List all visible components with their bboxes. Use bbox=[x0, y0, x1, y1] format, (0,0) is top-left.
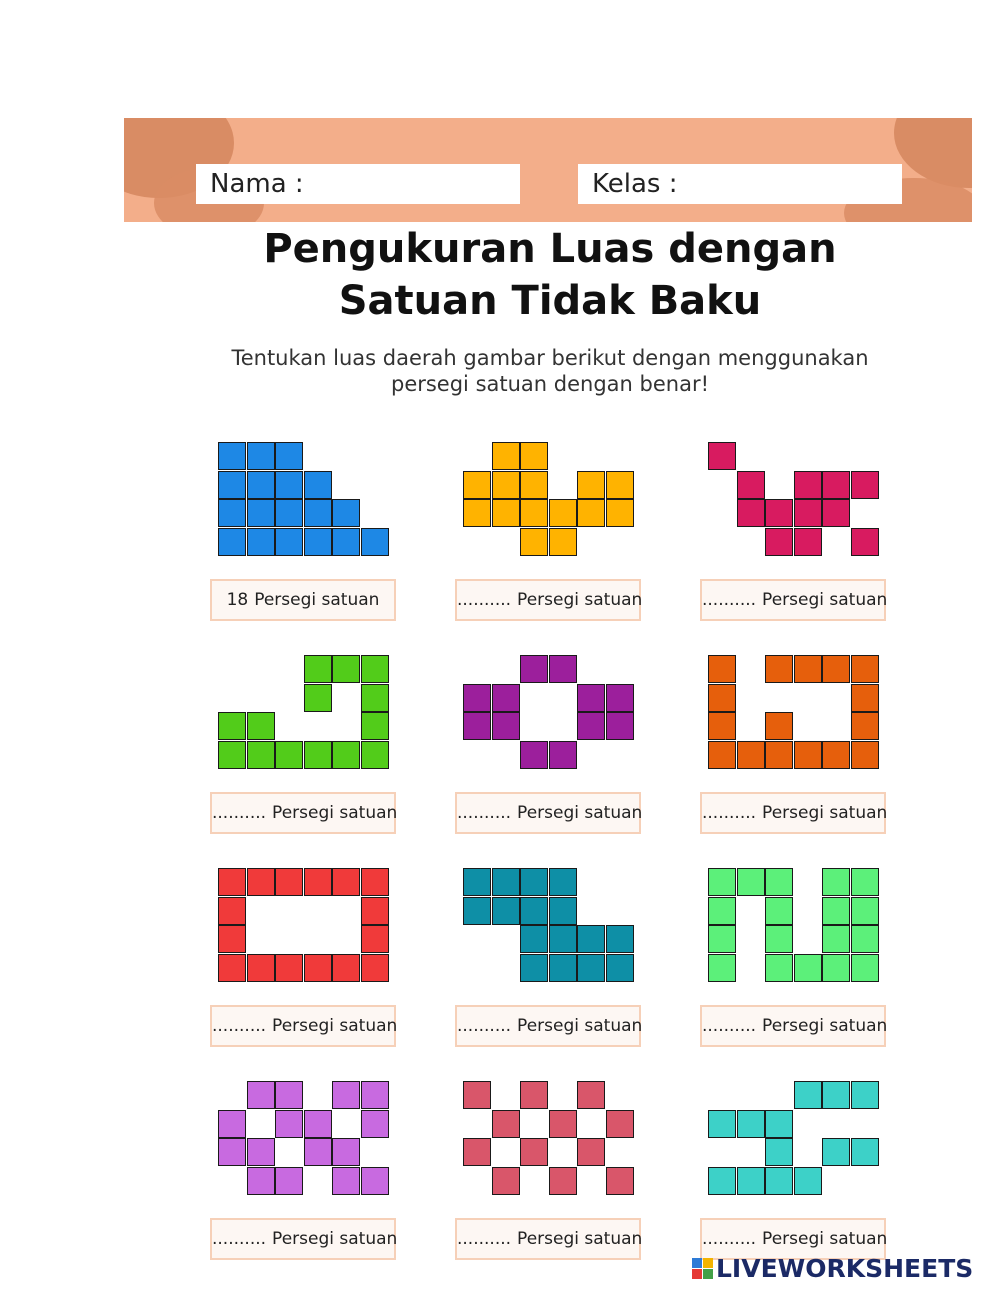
answer-box-1[interactable] bbox=[210, 579, 396, 621]
unit-square bbox=[463, 1081, 491, 1109]
unit-square bbox=[520, 868, 548, 896]
unit-square bbox=[218, 925, 246, 953]
unit-square bbox=[737, 471, 765, 499]
unit-square bbox=[851, 1138, 879, 1166]
unit-square bbox=[218, 741, 246, 769]
unit-square bbox=[492, 1110, 520, 1138]
unit-square bbox=[332, 954, 360, 982]
unit-square bbox=[520, 925, 548, 953]
unit-square bbox=[606, 712, 634, 740]
unit-square bbox=[520, 741, 548, 769]
unit-square bbox=[851, 712, 879, 740]
unit-square bbox=[822, 1081, 850, 1109]
answer-value[interactable]: .......... bbox=[702, 803, 757, 823]
answer-box-10[interactable] bbox=[210, 1218, 396, 1260]
unit-square bbox=[577, 954, 605, 982]
answer-box-6[interactable] bbox=[700, 792, 886, 834]
unit-square bbox=[218, 1110, 246, 1138]
unit-square bbox=[765, 712, 793, 740]
unit-square bbox=[822, 1138, 850, 1166]
unit-square bbox=[463, 471, 491, 499]
unit-square bbox=[851, 684, 879, 712]
unit-square bbox=[463, 499, 491, 527]
unit-square bbox=[765, 1167, 793, 1195]
liveworksheets-mark-icon bbox=[692, 1258, 714, 1280]
unit-label: Persegi satuan bbox=[517, 590, 643, 610]
unit-square bbox=[737, 1110, 765, 1138]
unit-square bbox=[304, 741, 332, 769]
unit-square bbox=[708, 1167, 736, 1195]
unit-square bbox=[549, 954, 577, 982]
unit-square bbox=[247, 954, 275, 982]
unit-square bbox=[520, 471, 548, 499]
unit-square bbox=[304, 1138, 332, 1166]
unit-square bbox=[361, 528, 389, 556]
unit-square bbox=[765, 954, 793, 982]
unit-square bbox=[304, 1110, 332, 1138]
name-label: Nama : bbox=[210, 169, 304, 199]
unit-label: Persegi satuan bbox=[517, 803, 643, 823]
answer-value[interactable]: .......... bbox=[212, 1016, 267, 1036]
answer-value[interactable]: .......... bbox=[702, 590, 757, 610]
unit-square bbox=[492, 684, 520, 712]
unit-square bbox=[708, 442, 736, 470]
unit-square bbox=[247, 528, 275, 556]
unit-square bbox=[463, 897, 491, 925]
unit-square bbox=[822, 655, 850, 683]
unit-square bbox=[708, 954, 736, 982]
unit-square bbox=[275, 1167, 303, 1195]
answer-value[interactable]: .......... bbox=[457, 803, 512, 823]
unit-square bbox=[549, 528, 577, 556]
answer-box-4[interactable] bbox=[210, 792, 396, 834]
unit-square bbox=[247, 712, 275, 740]
logo-text: LIVEWORKSHEETS bbox=[716, 1254, 974, 1283]
unit-square bbox=[765, 741, 793, 769]
unit-square bbox=[737, 499, 765, 527]
unit-square bbox=[361, 897, 389, 925]
unit-square bbox=[520, 1138, 548, 1166]
unit-square bbox=[794, 954, 822, 982]
unit-square bbox=[332, 741, 360, 769]
unit-label: Persegi satuan bbox=[272, 803, 398, 823]
unit-square bbox=[549, 1110, 577, 1138]
unit-square bbox=[765, 1138, 793, 1166]
unit-square bbox=[708, 684, 736, 712]
answer-box-3[interactable] bbox=[700, 579, 886, 621]
unit-square bbox=[247, 442, 275, 470]
unit-square bbox=[332, 528, 360, 556]
unit-square bbox=[577, 471, 605, 499]
answer-box-9[interactable] bbox=[700, 1005, 886, 1047]
unit-square bbox=[492, 897, 520, 925]
page-title-line1: Pengukuran Luas dengan bbox=[263, 226, 837, 272]
unit-square bbox=[304, 471, 332, 499]
unit-square bbox=[275, 1081, 303, 1109]
unit-label: Persegi satuan bbox=[762, 1229, 888, 1249]
unit-square bbox=[737, 741, 765, 769]
unit-square bbox=[549, 499, 577, 527]
unit-square bbox=[520, 442, 548, 470]
unit-square bbox=[361, 684, 389, 712]
unit-square bbox=[794, 528, 822, 556]
unit-square bbox=[492, 1167, 520, 1195]
unit-square bbox=[765, 499, 793, 527]
unit-square bbox=[361, 712, 389, 740]
unit-square bbox=[765, 925, 793, 953]
answer-value[interactable]: .......... bbox=[212, 1229, 267, 1249]
unit-square bbox=[361, 925, 389, 953]
answer-value[interactable]: .......... bbox=[702, 1229, 757, 1249]
unit-square bbox=[577, 499, 605, 527]
unit-square bbox=[549, 655, 577, 683]
unit-square bbox=[606, 499, 634, 527]
unit-square bbox=[275, 741, 303, 769]
unit-square bbox=[708, 712, 736, 740]
unit-square bbox=[332, 1167, 360, 1195]
unit-square bbox=[218, 1138, 246, 1166]
unit-label: Persegi satuan bbox=[254, 590, 380, 610]
answer-box-7[interactable] bbox=[210, 1005, 396, 1047]
unit-square bbox=[765, 528, 793, 556]
answer-value[interactable]: .......... bbox=[457, 1229, 512, 1249]
unit-square bbox=[549, 868, 577, 896]
unit-square bbox=[361, 1110, 389, 1138]
unit-square bbox=[304, 868, 332, 896]
answer-box-11[interactable] bbox=[455, 1218, 641, 1260]
unit-square bbox=[218, 499, 246, 527]
unit-square bbox=[794, 471, 822, 499]
unit-square bbox=[708, 1110, 736, 1138]
unit-square bbox=[247, 1081, 275, 1109]
unit-square bbox=[851, 897, 879, 925]
unit-square bbox=[275, 499, 303, 527]
unit-square bbox=[361, 868, 389, 896]
unit-square bbox=[218, 528, 246, 556]
unit-label: Persegi satuan bbox=[517, 1229, 643, 1249]
unit-square bbox=[275, 442, 303, 470]
instruction-line2: persegi satuan dengan benar! bbox=[390, 372, 709, 396]
unit-square bbox=[218, 954, 246, 982]
unit-square bbox=[851, 655, 879, 683]
unit-square bbox=[851, 954, 879, 982]
unit-square bbox=[218, 712, 246, 740]
unit-square bbox=[851, 868, 879, 896]
unit-square bbox=[822, 868, 850, 896]
unit-square bbox=[851, 471, 879, 499]
class-field[interactable] bbox=[578, 164, 902, 204]
unit-square bbox=[492, 868, 520, 896]
unit-square bbox=[492, 471, 520, 499]
unit-square bbox=[794, 741, 822, 769]
unit-square bbox=[851, 925, 879, 953]
unit-square bbox=[218, 442, 246, 470]
unit-square bbox=[549, 741, 577, 769]
unit-square bbox=[275, 868, 303, 896]
unit-square bbox=[851, 528, 879, 556]
unit-square bbox=[794, 1081, 822, 1109]
unit-square bbox=[708, 741, 736, 769]
unit-square bbox=[794, 499, 822, 527]
unit-square bbox=[492, 499, 520, 527]
unit-square bbox=[247, 1138, 275, 1166]
unit-square bbox=[765, 1110, 793, 1138]
answer-value[interactable]: 18 bbox=[226, 590, 249, 610]
answer-value[interactable]: .......... bbox=[212, 803, 267, 823]
unit-square bbox=[361, 741, 389, 769]
unit-square bbox=[463, 1138, 491, 1166]
unit-square bbox=[822, 897, 850, 925]
unit-square bbox=[361, 954, 389, 982]
unit-square bbox=[332, 868, 360, 896]
unit-square bbox=[304, 684, 332, 712]
unit-square bbox=[247, 1167, 275, 1195]
unit-square bbox=[606, 954, 634, 982]
unit-label: Persegi satuan bbox=[272, 1016, 398, 1036]
unit-square bbox=[794, 1167, 822, 1195]
unit-square bbox=[520, 897, 548, 925]
unit-square bbox=[606, 1110, 634, 1138]
unit-square bbox=[549, 925, 577, 953]
unit-square bbox=[577, 712, 605, 740]
unit-square bbox=[332, 499, 360, 527]
unit-square bbox=[520, 1081, 548, 1109]
unit-square bbox=[765, 655, 793, 683]
unit-square bbox=[577, 1081, 605, 1109]
unit-square bbox=[520, 954, 548, 982]
instruction-line1: Tentukan luas daerah gambar berikut dengan menggunakan bbox=[231, 346, 869, 370]
unit-square bbox=[577, 684, 605, 712]
unit-square bbox=[247, 741, 275, 769]
unit-square bbox=[822, 499, 850, 527]
unit-label: Persegi satuan bbox=[762, 1016, 888, 1036]
unit-square bbox=[332, 655, 360, 683]
unit-square bbox=[304, 655, 332, 683]
answer-box-5[interactable] bbox=[455, 792, 641, 834]
unit-square bbox=[361, 1167, 389, 1195]
unit-square bbox=[708, 925, 736, 953]
unit-square bbox=[218, 897, 246, 925]
unit-square bbox=[218, 868, 246, 896]
unit-square bbox=[549, 897, 577, 925]
unit-square bbox=[463, 712, 491, 740]
unit-square bbox=[549, 1167, 577, 1195]
unit-square bbox=[822, 741, 850, 769]
unit-label: Persegi satuan bbox=[517, 1016, 643, 1036]
unit-square bbox=[851, 741, 879, 769]
answer-value[interactable]: .......... bbox=[457, 590, 512, 610]
unit-square bbox=[304, 499, 332, 527]
unit-square bbox=[577, 1138, 605, 1166]
unit-square bbox=[332, 1081, 360, 1109]
unit-square bbox=[218, 471, 246, 499]
unit-square bbox=[275, 471, 303, 499]
unit-square bbox=[606, 925, 634, 953]
unit-square bbox=[606, 471, 634, 499]
unit-square bbox=[851, 1081, 879, 1109]
answer-box-2[interactable] bbox=[455, 579, 641, 621]
unit-square bbox=[361, 655, 389, 683]
unit-square bbox=[463, 684, 491, 712]
unit-square bbox=[606, 1167, 634, 1195]
name-field[interactable] bbox=[196, 164, 520, 204]
unit-square bbox=[794, 655, 822, 683]
unit-square bbox=[520, 499, 548, 527]
unit-label: Persegi satuan bbox=[762, 590, 888, 610]
unit-square bbox=[737, 868, 765, 896]
answer-box-8[interactable] bbox=[455, 1005, 641, 1047]
unit-square bbox=[822, 954, 850, 982]
unit-square bbox=[765, 868, 793, 896]
unit-square bbox=[463, 868, 491, 896]
unit-square bbox=[822, 471, 850, 499]
unit-label: Persegi satuan bbox=[272, 1229, 398, 1249]
unit-square bbox=[275, 1110, 303, 1138]
answer-value[interactable]: .......... bbox=[457, 1016, 512, 1036]
unit-square bbox=[304, 528, 332, 556]
unit-square bbox=[304, 954, 332, 982]
unit-square bbox=[708, 897, 736, 925]
answer-value[interactable]: .......... bbox=[702, 1016, 757, 1036]
unit-square bbox=[332, 1138, 360, 1166]
unit-square bbox=[822, 925, 850, 953]
unit-square bbox=[520, 528, 548, 556]
unit-square bbox=[765, 897, 793, 925]
unit-square bbox=[577, 925, 605, 953]
unit-square bbox=[492, 442, 520, 470]
unit-square bbox=[247, 499, 275, 527]
liveworksheets-logo bbox=[692, 1254, 973, 1284]
unit-square bbox=[520, 655, 548, 683]
unit-square bbox=[275, 954, 303, 982]
unit-square bbox=[361, 1081, 389, 1109]
unit-square bbox=[708, 868, 736, 896]
unit-square bbox=[737, 1167, 765, 1195]
unit-square bbox=[606, 684, 634, 712]
page-title-line2: Satuan Tidak Baku bbox=[338, 278, 762, 324]
unit-square bbox=[275, 528, 303, 556]
unit-square bbox=[492, 712, 520, 740]
unit-square bbox=[708, 655, 736, 683]
unit-square bbox=[247, 471, 275, 499]
class-label: Kelas : bbox=[592, 169, 678, 199]
unit-square bbox=[247, 868, 275, 896]
unit-label: Persegi satuan bbox=[762, 803, 888, 823]
